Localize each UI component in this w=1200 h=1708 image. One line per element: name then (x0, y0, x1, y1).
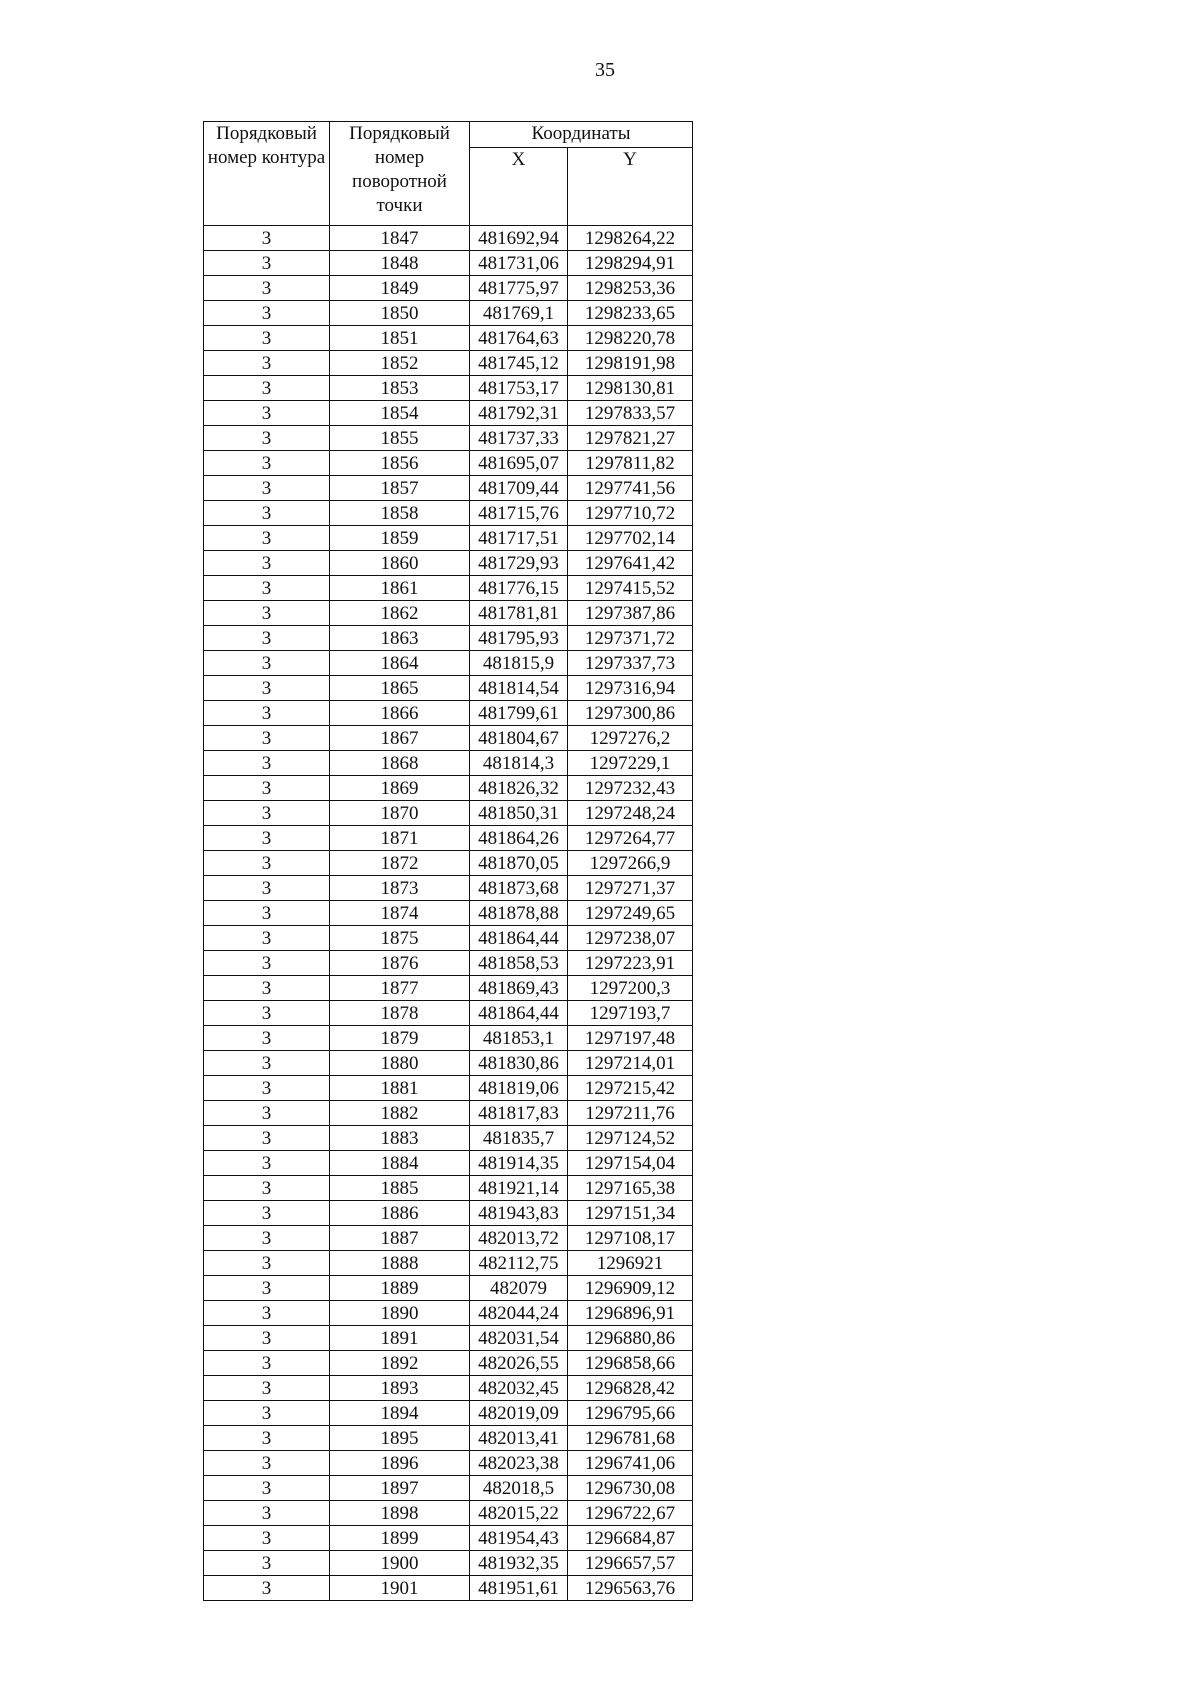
header-line: номер (374, 147, 425, 168)
cell-x: 481745,12 (470, 351, 568, 376)
table-row (204, 1151, 693, 1176)
cell-contour-number: 3 (204, 876, 330, 901)
cell-contour-number: 3 (204, 526, 330, 551)
cell-x: 481753,17 (470, 376, 568, 401)
cell-y: 1297741,56 (568, 476, 693, 501)
cell-point-number: 1869 (330, 776, 470, 801)
table-row (204, 351, 693, 376)
table-row (204, 851, 693, 876)
cell-x: 481826,32 (470, 776, 568, 801)
cell-point-number: 1867 (330, 726, 470, 751)
cell-x: 481873,68 (470, 876, 568, 901)
cell-contour-number: 3 (204, 576, 330, 601)
cell-x: 482044,24 (470, 1301, 568, 1326)
table-row (204, 226, 693, 251)
cell-contour-number: 3 (204, 301, 330, 326)
coordinates-table (203, 121, 693, 1601)
table-row (204, 1476, 693, 1501)
cell-point-number: 1895 (330, 1426, 470, 1451)
cell-x: 481737,33 (470, 426, 568, 451)
cell-y: 1297833,57 (568, 401, 693, 426)
cell-contour-number: 3 (204, 1076, 330, 1101)
cell-y: 1298253,36 (568, 276, 693, 301)
table-row (204, 1326, 693, 1351)
cell-x: 481914,35 (470, 1151, 568, 1176)
cell-point-number: 1897 (330, 1476, 470, 1501)
cell-contour-number: 3 (204, 1051, 330, 1076)
cell-contour-number: 3 (204, 426, 330, 451)
cell-point-number: 1881 (330, 1076, 470, 1101)
table-row (204, 651, 693, 676)
cell-y: 1296880,86 (568, 1326, 693, 1351)
cell-y: 1298264,22 (568, 226, 693, 251)
table-row (204, 676, 693, 701)
table-row (204, 1226, 693, 1251)
cell-y: 1298191,98 (568, 351, 693, 376)
table-row (204, 1201, 693, 1226)
cell-contour-number: 3 (204, 501, 330, 526)
cell-contour-number: 3 (204, 251, 330, 276)
cell-x: 481850,31 (470, 801, 568, 826)
cell-contour-number: 3 (204, 1301, 330, 1326)
cell-x: 481795,93 (470, 626, 568, 651)
cell-y: 1297387,86 (568, 601, 693, 626)
cell-y: 1297211,76 (568, 1101, 693, 1126)
cell-y: 1297415,52 (568, 576, 693, 601)
header-line: точки (376, 195, 423, 216)
cell-point-number: 1847 (330, 226, 470, 251)
cell-y: 1297276,2 (568, 726, 693, 751)
cell-contour-number: 3 (204, 676, 330, 701)
cell-point-number: 1864 (330, 651, 470, 676)
table-row (204, 376, 693, 401)
table-row (204, 976, 693, 1001)
cell-point-number: 1849 (330, 276, 470, 301)
table-row (204, 801, 693, 826)
cell-point-number: 1880 (330, 1051, 470, 1076)
cell-x: 481878,88 (470, 901, 568, 926)
cell-y: 1297197,48 (568, 1026, 693, 1051)
cell-y: 1297316,94 (568, 676, 693, 701)
cell-contour-number: 3 (204, 751, 330, 776)
cell-contour-number: 3 (204, 1501, 330, 1526)
cell-y: 1296896,91 (568, 1301, 693, 1326)
cell-contour-number: 3 (204, 901, 330, 926)
cell-y: 1297371,72 (568, 626, 693, 651)
header-x: X (470, 148, 568, 226)
cell-point-number: 1886 (330, 1201, 470, 1226)
table-row (204, 501, 693, 526)
cell-x: 481799,61 (470, 701, 568, 726)
cell-contour-number: 3 (204, 926, 330, 951)
cell-contour-number: 3 (204, 776, 330, 801)
cell-y: 1297154,04 (568, 1151, 693, 1176)
cell-y: 1296684,87 (568, 1526, 693, 1551)
cell-y: 1297229,1 (568, 751, 693, 776)
table-row (204, 526, 693, 551)
table-row (204, 1551, 693, 1576)
cell-x: 481954,43 (470, 1526, 568, 1551)
cell-x: 481692,94 (470, 226, 568, 251)
cell-y: 1297215,42 (568, 1076, 693, 1101)
table-row (204, 301, 693, 326)
cell-y: 1297124,52 (568, 1126, 693, 1151)
cell-contour-number: 3 (204, 1351, 330, 1376)
table-row (204, 751, 693, 776)
cell-y: 1297266,9 (568, 851, 693, 876)
cell-x: 481830,86 (470, 1051, 568, 1076)
cell-point-number: 1861 (330, 576, 470, 601)
cell-contour-number: 3 (204, 1226, 330, 1251)
cell-contour-number: 3 (204, 1201, 330, 1226)
cell-point-number: 1875 (330, 926, 470, 951)
cell-x: 481943,83 (470, 1201, 568, 1226)
cell-point-number: 1859 (330, 526, 470, 551)
cell-point-number: 1900 (330, 1551, 470, 1576)
cell-contour-number: 3 (204, 1576, 330, 1601)
cell-point-number: 1853 (330, 376, 470, 401)
cell-y: 1298233,65 (568, 301, 693, 326)
cell-contour-number: 3 (204, 701, 330, 726)
table-row (204, 576, 693, 601)
cell-point-number: 1889 (330, 1276, 470, 1301)
cell-point-number: 1852 (330, 351, 470, 376)
cell-x: 481864,44 (470, 1001, 568, 1026)
cell-x: 481858,53 (470, 951, 568, 976)
cell-y: 1297193,7 (568, 1001, 693, 1026)
header-coordinates: Координаты (470, 122, 693, 148)
table-header (204, 122, 693, 226)
cell-y: 1297214,01 (568, 1051, 693, 1076)
cell-point-number: 1851 (330, 326, 470, 351)
table-row (204, 876, 693, 901)
cell-contour-number: 3 (204, 551, 330, 576)
cell-x: 481869,43 (470, 976, 568, 1001)
table-row (204, 1576, 693, 1601)
table-row (204, 251, 693, 276)
cell-contour-number: 3 (204, 1276, 330, 1301)
cell-point-number: 1863 (330, 626, 470, 651)
table-row (204, 1001, 693, 1026)
cell-y: 1298220,78 (568, 326, 693, 351)
cell-contour-number: 3 (204, 1251, 330, 1276)
cell-x: 482018,5 (470, 1476, 568, 1501)
cell-contour-number: 3 (204, 601, 330, 626)
cell-contour-number: 3 (204, 401, 330, 426)
cell-x: 482013,72 (470, 1226, 568, 1251)
table-row (204, 476, 693, 501)
table-row (204, 1426, 693, 1451)
cell-contour-number: 3 (204, 1176, 330, 1201)
cell-y: 1297223,91 (568, 951, 693, 976)
table-row (204, 926, 693, 951)
table-row (204, 1126, 693, 1151)
cell-y: 1297108,17 (568, 1226, 693, 1251)
cell-x: 481717,51 (470, 526, 568, 551)
cell-y: 1297702,14 (568, 526, 693, 551)
cell-point-number: 1894 (330, 1401, 470, 1426)
cell-contour-number: 3 (204, 651, 330, 676)
cell-contour-number: 3 (204, 351, 330, 376)
table-row (204, 776, 693, 801)
cell-y: 1297264,77 (568, 826, 693, 851)
table-row (204, 1301, 693, 1326)
cell-x: 481814,54 (470, 676, 568, 701)
header-line: Порядковый (349, 123, 450, 144)
cell-point-number: 1872 (330, 851, 470, 876)
cell-point-number: 1868 (330, 751, 470, 776)
cell-y: 1297821,27 (568, 426, 693, 451)
cell-y: 1296781,68 (568, 1426, 693, 1451)
table-body (204, 226, 693, 1601)
cell-contour-number: 3 (204, 1126, 330, 1151)
cell-y: 1296828,42 (568, 1376, 693, 1401)
table-row (204, 1501, 693, 1526)
cell-contour-number: 3 (204, 1101, 330, 1126)
cell-x: 481709,44 (470, 476, 568, 501)
cell-y: 1296722,67 (568, 1501, 693, 1526)
cell-contour-number: 3 (204, 1151, 330, 1176)
header-point-number (330, 122, 470, 226)
cell-point-number: 1885 (330, 1176, 470, 1201)
cell-contour-number: 3 (204, 276, 330, 301)
table-row (204, 426, 693, 451)
table-row (204, 326, 693, 351)
cell-point-number: 1893 (330, 1376, 470, 1401)
cell-point-number: 1850 (330, 301, 470, 326)
cell-point-number: 1884 (330, 1151, 470, 1176)
cell-contour-number: 3 (204, 626, 330, 651)
cell-point-number: 1890 (330, 1301, 470, 1326)
table-row (204, 951, 693, 976)
header-y: Y (568, 148, 693, 226)
cell-point-number: 1871 (330, 826, 470, 851)
cell-contour-number: 3 (204, 1401, 330, 1426)
cell-point-number: 1901 (330, 1576, 470, 1601)
cell-point-number: 1882 (330, 1101, 470, 1126)
cell-point-number: 1860 (330, 551, 470, 576)
cell-y: 1297151,34 (568, 1201, 693, 1226)
cell-y: 1297710,72 (568, 501, 693, 526)
cell-point-number: 1883 (330, 1126, 470, 1151)
cell-point-number: 1899 (330, 1526, 470, 1551)
table-row (204, 901, 693, 926)
cell-contour-number: 3 (204, 1551, 330, 1576)
cell-point-number: 1862 (330, 601, 470, 626)
cell-y: 1297249,65 (568, 901, 693, 926)
cell-x: 482079 (470, 1276, 568, 1301)
cell-y: 1297337,73 (568, 651, 693, 676)
cell-x: 481731,06 (470, 251, 568, 276)
header-line: Порядковый (216, 123, 317, 144)
cell-x: 481835,7 (470, 1126, 568, 1151)
cell-point-number: 1888 (330, 1251, 470, 1276)
cell-point-number: 1858 (330, 501, 470, 526)
cell-y: 1296741,06 (568, 1451, 693, 1476)
cell-point-number: 1887 (330, 1226, 470, 1251)
cell-y: 1297271,37 (568, 876, 693, 901)
cell-x: 482031,54 (470, 1326, 568, 1351)
cell-x: 481764,63 (470, 326, 568, 351)
header-line: поворотной (352, 171, 447, 192)
cell-y: 1297238,07 (568, 926, 693, 951)
cell-y: 1297200,3 (568, 976, 693, 1001)
cell-y: 1297165,38 (568, 1176, 693, 1201)
table-row (204, 1526, 693, 1551)
cell-point-number: 1856 (330, 451, 470, 476)
page-number: 35 (595, 59, 615, 81)
cell-contour-number: 3 (204, 801, 330, 826)
table-row (204, 726, 693, 751)
cell-point-number: 1878 (330, 1001, 470, 1026)
cell-point-number: 1898 (330, 1501, 470, 1526)
cell-y: 1296858,66 (568, 1351, 693, 1376)
cell-y: 1297300,86 (568, 701, 693, 726)
cell-x: 481814,3 (470, 751, 568, 776)
cell-x: 481951,61 (470, 1576, 568, 1601)
cell-point-number: 1896 (330, 1451, 470, 1476)
cell-x: 482023,38 (470, 1451, 568, 1476)
cell-contour-number: 3 (204, 1026, 330, 1051)
cell-point-number: 1891 (330, 1326, 470, 1351)
cell-x: 481715,76 (470, 501, 568, 526)
cell-x: 481932,35 (470, 1551, 568, 1576)
cell-y: 1296657,57 (568, 1551, 693, 1576)
cell-contour-number: 3 (204, 1326, 330, 1351)
table-row (204, 1351, 693, 1376)
table-row (204, 1101, 693, 1126)
cell-contour-number: 3 (204, 826, 330, 851)
cell-point-number: 1865 (330, 676, 470, 701)
cell-y: 1298130,81 (568, 376, 693, 401)
cell-contour-number: 3 (204, 851, 330, 876)
cell-point-number: 1892 (330, 1351, 470, 1376)
table-row (204, 601, 693, 626)
cell-contour-number: 3 (204, 951, 330, 976)
table-row (204, 1276, 693, 1301)
cell-x: 481817,83 (470, 1101, 568, 1126)
cell-point-number: 1873 (330, 876, 470, 901)
header-row (204, 122, 693, 148)
cell-contour-number: 3 (204, 326, 330, 351)
cell-point-number: 1857 (330, 476, 470, 501)
cell-y: 1297641,42 (568, 551, 693, 576)
cell-contour-number: 3 (204, 1001, 330, 1026)
cell-x: 482032,45 (470, 1376, 568, 1401)
cell-x: 481864,26 (470, 826, 568, 851)
header-line: номер контура (207, 147, 326, 168)
table-row (204, 1026, 693, 1051)
cell-x: 481804,67 (470, 726, 568, 751)
cell-x: 481864,44 (470, 926, 568, 951)
cell-y: 1296795,66 (568, 1401, 693, 1426)
cell-point-number: 1879 (330, 1026, 470, 1051)
cell-x: 482015,22 (470, 1501, 568, 1526)
cell-y: 1296730,08 (568, 1476, 693, 1501)
table-row (204, 1251, 693, 1276)
cell-x: 482019,09 (470, 1401, 568, 1426)
cell-x: 481775,97 (470, 276, 568, 301)
cell-x: 481792,31 (470, 401, 568, 426)
cell-x: 481695,07 (470, 451, 568, 476)
table-row (204, 1376, 693, 1401)
cell-x: 481769,1 (470, 301, 568, 326)
cell-contour-number: 3 (204, 1426, 330, 1451)
cell-contour-number: 3 (204, 1451, 330, 1476)
cell-point-number: 1848 (330, 251, 470, 276)
cell-x: 481815,9 (470, 651, 568, 676)
cell-point-number: 1877 (330, 976, 470, 1001)
cell-contour-number: 3 (204, 726, 330, 751)
cell-point-number: 1870 (330, 801, 470, 826)
cell-contour-number: 3 (204, 451, 330, 476)
cell-contour-number: 3 (204, 1376, 330, 1401)
table-row (204, 451, 693, 476)
cell-point-number: 1874 (330, 901, 470, 926)
table-row (204, 826, 693, 851)
cell-x: 481870,05 (470, 851, 568, 876)
table-row (204, 1051, 693, 1076)
cell-x: 482112,75 (470, 1251, 568, 1276)
cell-x: 482013,41 (470, 1426, 568, 1451)
table-row (204, 276, 693, 301)
cell-contour-number: 3 (204, 376, 330, 401)
cell-x: 481819,06 (470, 1076, 568, 1101)
cell-y: 1296909,12 (568, 1276, 693, 1301)
cell-x: 482026,55 (470, 1351, 568, 1376)
cell-contour-number: 3 (204, 476, 330, 501)
cell-x: 481853,1 (470, 1026, 568, 1051)
cell-contour-number: 3 (204, 1526, 330, 1551)
cell-y: 1298294,91 (568, 251, 693, 276)
table-row (204, 1176, 693, 1201)
header-contour-number (204, 122, 330, 226)
table-row (204, 401, 693, 426)
cell-point-number: 1876 (330, 951, 470, 976)
cell-point-number: 1855 (330, 426, 470, 451)
cell-y: 1297811,82 (568, 451, 693, 476)
table-row (204, 701, 693, 726)
cell-y: 1296563,76 (568, 1576, 693, 1601)
cell-point-number: 1854 (330, 401, 470, 426)
table-row (204, 1076, 693, 1101)
cell-y: 1297248,24 (568, 801, 693, 826)
table-row (204, 626, 693, 651)
cell-y: 1296921 (568, 1251, 693, 1276)
cell-x: 481776,15 (470, 576, 568, 601)
table-row (204, 1401, 693, 1426)
cell-point-number: 1866 (330, 701, 470, 726)
cell-contour-number: 3 (204, 1476, 330, 1501)
cell-x: 481729,93 (470, 551, 568, 576)
cell-x: 481921,14 (470, 1176, 568, 1201)
cell-contour-number: 3 (204, 976, 330, 1001)
table-row (204, 1451, 693, 1476)
cell-x: 481781,81 (470, 601, 568, 626)
cell-y: 1297232,43 (568, 776, 693, 801)
table-row (204, 551, 693, 576)
cell-contour-number: 3 (204, 226, 330, 251)
